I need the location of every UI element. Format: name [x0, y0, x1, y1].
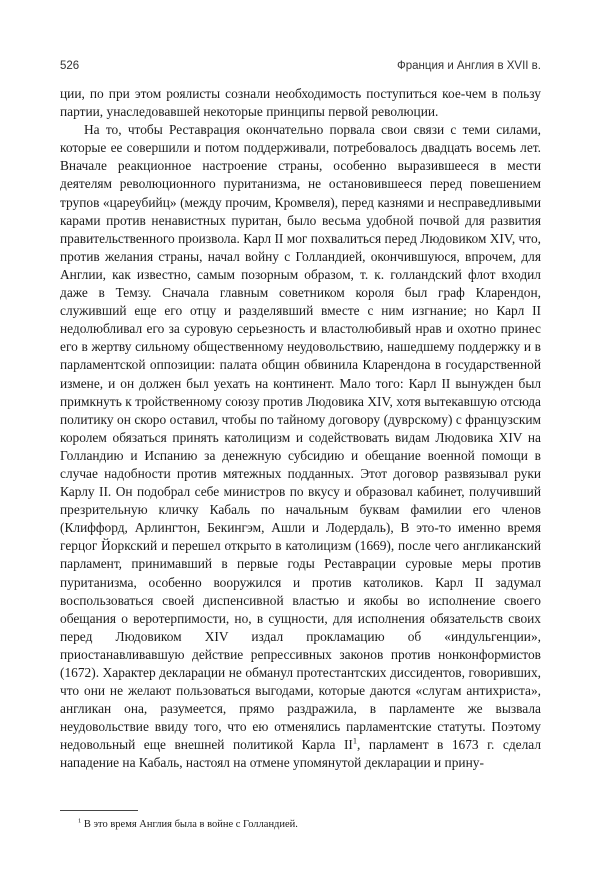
- footnote-divider: [60, 810, 138, 811]
- footnote-reference[interactable]: 1: [352, 736, 358, 746]
- body-text: [60, 85, 541, 773]
- running-title: Франция и Англия в XVII в.: [397, 60, 541, 72]
- footnote-marker: 1: [78, 817, 82, 825]
- footnote: [78, 818, 538, 831]
- paragraph-2-tail: , парламент в 1673 г. сделал нападение на Кабаль, настоял на отмене упомянутой декларации и прину-: [60, 737, 541, 771]
- page-number: 526: [60, 60, 80, 72]
- paragraph-1: ции, по при этом роялисты сознали необходимость поступиться кое-чем в пользу партии, унаследовавшей некоторые принципы первой революции.: [60, 86, 541, 120]
- running-head: [60, 60, 541, 76]
- paragraph-2: [60, 121, 541, 772]
- footnote-text: В это время Англия была в войне с Голландией.: [83, 819, 298, 830]
- paragraph-2-main: На то, чтобы Реставрация окончательно порвала свои связи с теми силами, которые ее совершили и потом поддерживали, потребовалось двадцать восемь лет. Вначале реакционное настроение страны, особенно выразившееся в мести деятелям революционного пуританизма, не остановившееся перед повешением трупов «цареубийц» (между прочим, Кромвеля), перед казнями и несправедливыми карами против ненавистных пуритан, было весьма удобной почвой для развития правительственного произвола. Карл II мог похвалиться перед Людовиком XIV, что, против желания страны, начал войну с Голландией, окончившуюся, впрочем, для Англии, как известно, самым позорным образом, т. к. голландский флот входил даже в Темзу. Сначала главным советником короля был граф Кларендон, служивший еще его отцу и разделявший вместе с ним изгнание; но Карл II недолюбливал его за суровую серьезность и властолюбивый нрав и охотно принес его в жертву сильному общественному неудовольствию, нашедшему поддержку и в парламентской оппозиции: палата общин обвинила Кларендона в государственной измене, и он должен был уехать на континент. Мало того: Карл II вынужден был примкнуть к тройственному союзу против Людовика XIV, хотя вытекавшую отсюда политику он скоро оставил, чтобы по тайному договору (дуврскому) с французским королем обязаться принять католицизм и содействовать видам Людовика XIV на Голландию и Испанию за денежную субсидию и обещание военной помощи в случае надобности против мятежных подданных. Этот договор развязывал руки Карлу II. Он подобрал себе министров по вкусу и образовал кабинет, получивший презрительную кличку Кабаль по начальным буквам фамилии его членов (Клиффорд, Арлингтон, Бекингэм, Ашли и Лодердаль), В это-то именно время герцог Йоркский и перешел открыто в католицизм (1669), после чего англиканский парламент, принимавший в первые годы Реставрации суровые меры против пуританизма, особенно вооружился и против католиков. Карл II задумал воспользоваться своей диспенсивной властью и якобы во исполнение своего обещания о веротерпимости, но, в сущности, для исполнения обязательств своих перед Людовиком XIV издал прокламацию об «индульгенции», приостанавливавшую действие репрессивных законов против нонконформистов (1672). Характер декларации не обманул протестантских диссидентов, говоривших, что они не желают пользоваться выгодами, которые даются «слугам антихриста», англикан она, разумеется, прямо раздражила, в парламенте же вызвала неудовольствие ввиду того, что ею отменялись парламентские статуты. Поэтому недовольный еще внешней политикой Карла II: [60, 122, 541, 753]
